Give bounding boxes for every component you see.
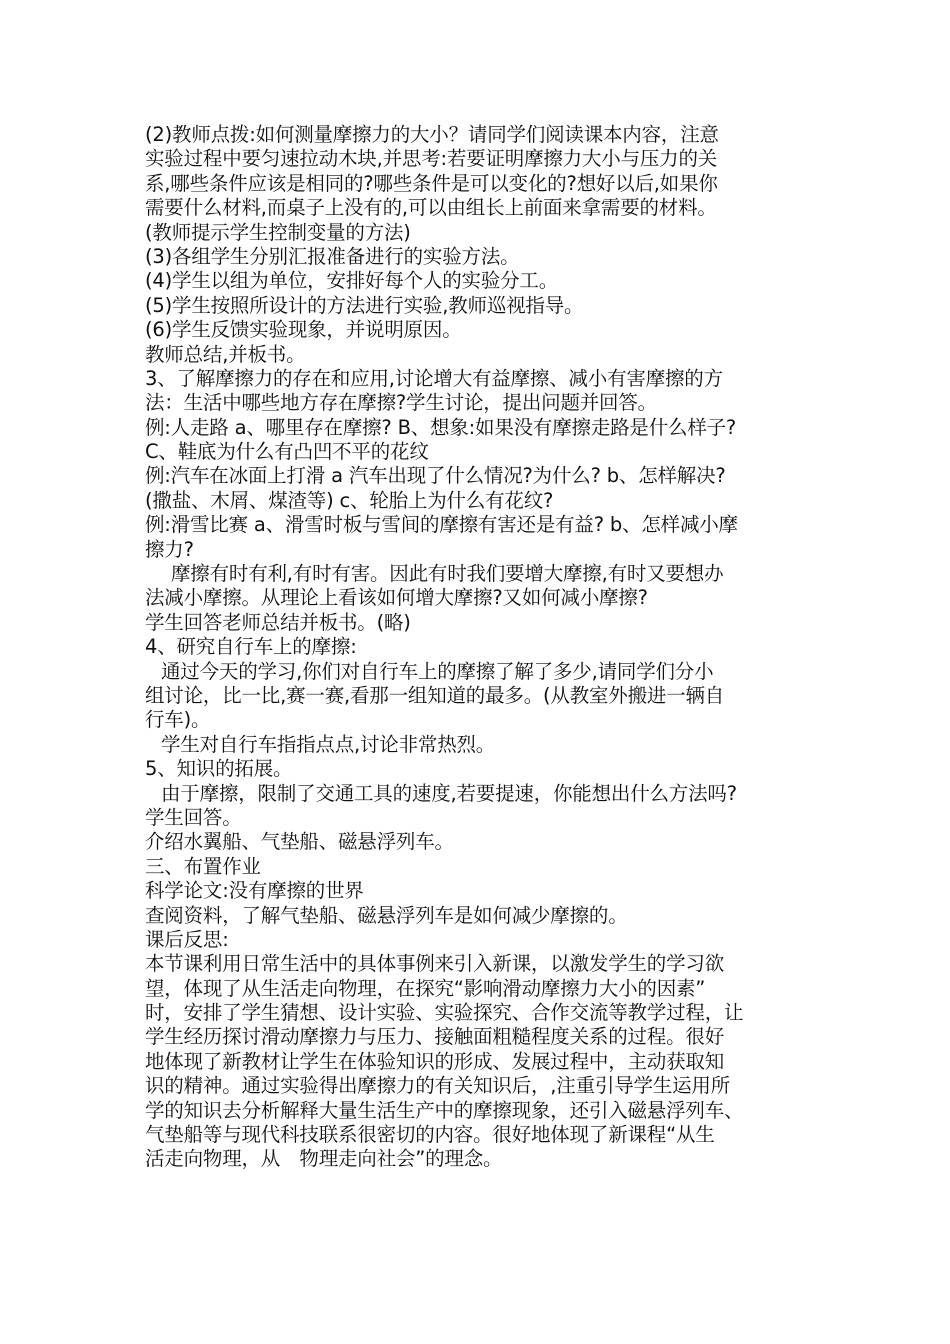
text-line: 擦力? bbox=[145, 537, 194, 561]
text-line: 地体现了新教材让学生在体验知识的形成、发展过程中，主动获取知 bbox=[145, 1049, 725, 1073]
section-heading: 4、研究自行车上的摩擦: bbox=[145, 635, 357, 659]
text-line: 时，安排了学生猜想、设计实验、实验探究、合作交流等教学过程，让 bbox=[145, 1001, 744, 1025]
section-heading: 三、布置作业 bbox=[145, 854, 261, 878]
text-line: 需要什么材料,而桌子上没有的,可以由组长上前面来拿需要的材料。 bbox=[145, 196, 717, 220]
text-line: 活走向物理，从 物理走向社会”的理念。 bbox=[145, 1147, 503, 1171]
text-line: 学生回答老师总结并板书。(略) bbox=[145, 610, 411, 634]
text-line: (4)学生以组为单位，安排好每个人的实验分工。 bbox=[145, 269, 559, 293]
text-line: 学生经历探讨滑动摩擦力与压力、接触面粗糙程度关系的过程。很好 bbox=[145, 1025, 725, 1049]
text-line: 学生回答。 bbox=[145, 805, 242, 829]
text-line: 行车)。 bbox=[145, 708, 211, 732]
text-line: 系,哪些条件应该是相同的?哪些条件是可以变化的?想好以后,如果你 bbox=[145, 171, 718, 195]
document-body bbox=[145, 123, 845, 1172]
text-line: C、鞋底为什么有凸凹不平的花纹 bbox=[145, 440, 429, 464]
text-line: 摩擦有时有利,有时有害。因此有时我们要增大摩擦,有时又要想办 bbox=[171, 562, 724, 586]
section-heading: 5、知识的拓展。 bbox=[145, 757, 293, 781]
text-line: 法：生活中哪些地方存在摩擦?学生讨论，提出问题并回答。 bbox=[145, 391, 657, 415]
text-line: 例:人走路 a、哪里存在摩擦? B、想象:如果没有摩擦走路是什么样子? bbox=[145, 415, 737, 439]
text-line: 学的知识去分析解释大量生活生产中的摩擦现象，还引入磁悬浮列车、 bbox=[145, 1098, 744, 1122]
text-line: 气垫船等与现代科技联系很密切的内容。很好地体现了新课程“从生 bbox=[145, 1123, 715, 1147]
text-line: 组讨论，比一比,赛一赛,看那一组知道的最多。(从教室外搬进一辆自 bbox=[145, 683, 725, 707]
text-line: 望，体现了从生活走向物理，在探究“影响滑动摩擦力大小的因素” bbox=[145, 976, 706, 1000]
text-line: (6)学生反馈实验现象，并说明原因。 bbox=[145, 318, 462, 342]
text-line: 由于摩擦，限制了交通工具的速度,若要提速，你能想出什么方法吗? bbox=[161, 781, 737, 805]
text-line: 查阅资料，了解气垫船、磁悬浮列车是如何减少摩擦的。 bbox=[145, 903, 628, 927]
text-line: 通过今天的学习,你们对自行车上的摩擦了解了多少,请同学们分小 bbox=[161, 659, 714, 683]
section-heading: 3、了解摩擦力的存在和应用,讨论增大有益摩擦、减小有害摩擦的方 bbox=[145, 366, 723, 390]
text-line: 法减小摩擦。从理论上看该如何增大摩擦?又如何减小摩擦? bbox=[145, 586, 648, 610]
text-line: (撒盐、木屑、煤渣等) c、轮胎上为什么有花纹? bbox=[145, 488, 554, 512]
text-line: 识的精神。通过实验得出摩擦力的有关知识后，,注重引导学生运用所 bbox=[145, 1074, 730, 1098]
section-heading: 课后反思: bbox=[145, 927, 229, 951]
text-line: (2)教师点拨:如何测量摩擦力的大小？请同学们阅读课本内容，注意 bbox=[145, 123, 719, 146]
text-line: (3)各组学生分别汇报准备进行的实验方法。 bbox=[145, 244, 520, 268]
text-line: 例:滑雪比赛 a、滑雪时板与雪间的摩擦有害还是有益? b、怎样减小摩 bbox=[145, 513, 738, 537]
text-line: 例:汽车在冰面上打滑 a 汽车出现了什么情况?为什么? b、怎样解决? bbox=[145, 464, 726, 488]
text-line: 介绍水翼船、气垫船、磁悬浮列车。 bbox=[145, 830, 454, 854]
text-line: (5)学生按照所设计的方法进行实验,教师巡视指导。 bbox=[145, 293, 584, 317]
text-line: 科学论文:没有摩擦的世界 bbox=[145, 879, 364, 903]
text-line: (教师提示学生控制变量的方法) bbox=[145, 220, 411, 244]
text-line: 教师总结,并板书。 bbox=[145, 342, 306, 366]
text-line: 本节课利用日常生活中的具体事例来引入新课，以激发学生的学习欲 bbox=[145, 952, 725, 976]
text-line: 实验过程中要匀速拉动木块,并思考:若要证明摩擦力大小与压力的关 bbox=[145, 147, 718, 171]
text-line: 学生对自行车指指点点,讨论非常热烈。 bbox=[161, 732, 496, 756]
